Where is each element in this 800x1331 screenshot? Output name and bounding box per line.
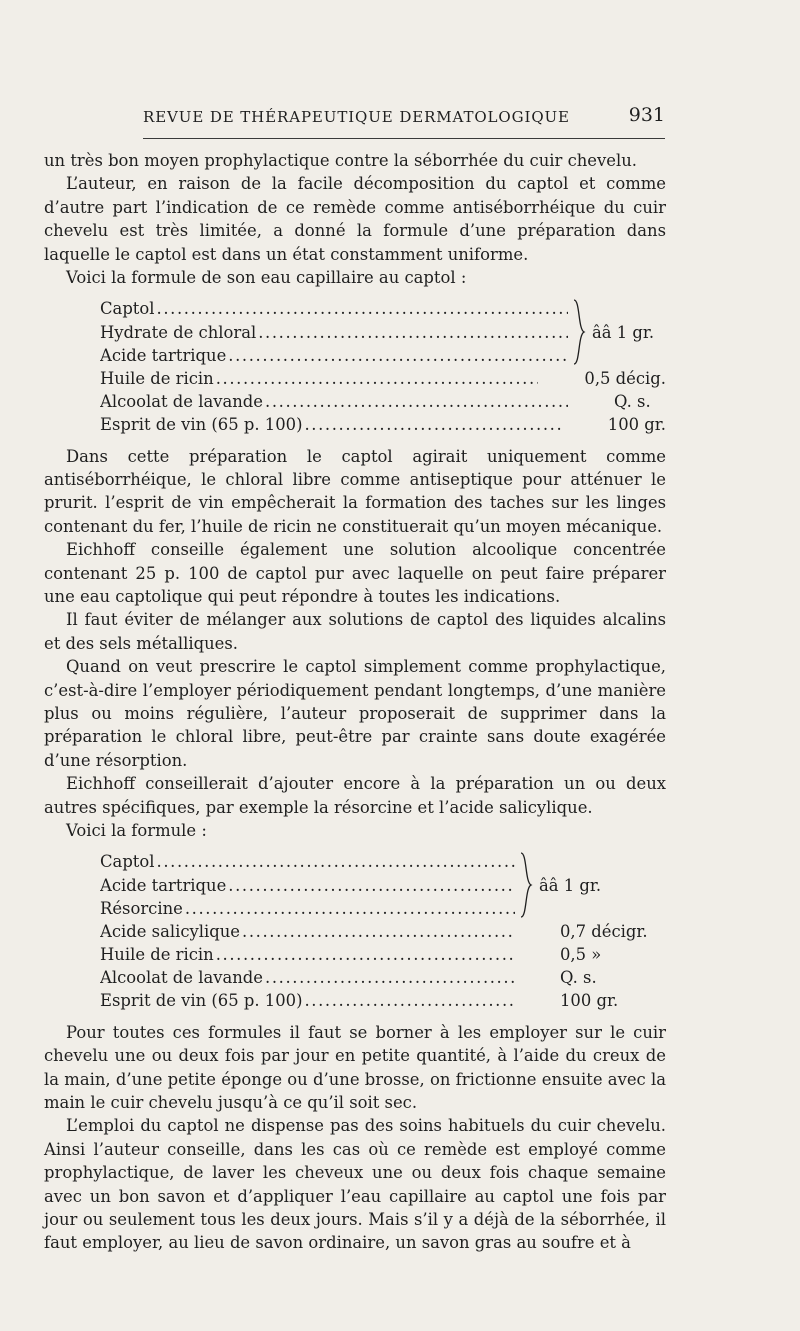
paragraph: L’emploi du captol ne dispense pas des soins habituels du cuir chevelu. Ainsi l’auteur conseille, dans les cas où ce remède est employé comme prophylactique, de laver les cheveux une ou deux fois chaque semaine avec un bon savon et d’appliquer l’eau capillaire au captol une fois par jour ou seulement tous les deux jours. Mais s’il y a déjà de la séborrhée, il faut employer, au lieu de savon ordinaire, un savon gras au soufre et à <box>44 1116 666 1253</box>
ingredient-dose: 100 gr. <box>607 415 666 435</box>
ingredient-name: Acide tartrique <box>100 875 227 895</box>
body-text <box>44 149 666 1255</box>
ingredient-dose: Q. s. <box>614 392 651 412</box>
ingredient-name: Huile de ricin <box>100 368 214 388</box>
ingredient-name: Esprit de vin (65 p. 100) <box>100 415 303 435</box>
page-number: 931 <box>628 104 665 126</box>
paragraph: L’auteur, en raison de la facile décomposition du captol et comme d’autre part l’indication de ce remède comme antiséborrhéique du cuir chevelu est très limitée, a donné la formule d’une préparation dans laquelle le captol est dans un état constamment uniforme. <box>44 174 666 264</box>
leader-dots <box>304 413 561 436</box>
leader-dots <box>157 850 515 873</box>
paragraph: Eichhoff conseillerait d’ajouter encore à la préparation un ou deux autres spécifiques, par exemple la résorcine et l’acide salicylique. <box>44 774 666 817</box>
curly-brace-icon <box>572 297 586 367</box>
formula-brace-group <box>44 297 666 367</box>
leader-dots <box>265 390 568 413</box>
ingredient-dose: ââ 1 gr. <box>539 875 602 895</box>
leader-dots <box>216 367 539 390</box>
ingredient-name: Captol <box>100 299 155 319</box>
paragraph: Voici la formule de son eau capillaire au captol : <box>66 268 467 288</box>
paragraph: Quand on veut prescrire le captol simplement comme prophylactique, c’est-à-dire l’employer périodiquement pendant longtemps, d’une manière plus ou moins régulière, l’auteur proposerait de supprimer dans la préparation le chloral libre, peut-être par crainte sans doute exagérée d’une résorption. <box>44 657 666 770</box>
ingredient-name: Esprit de vin (65 p. 100) <box>100 991 303 1011</box>
leader-dots <box>304 989 515 1012</box>
ingredient-dose: Q. s. <box>560 968 597 988</box>
running-title: REVUE DE THÉRAPEUTIQUE DERMATOLOGIQUE <box>143 108 570 126</box>
ingredient-name: Huile de ricin <box>100 945 214 965</box>
paragraph: Pour toutes ces formules il faut se borner à les employer sur le cuir chevelu une ou deux fois par jour en petite quantité, à l’aide du creux de la main, d’une petite éponge ou d’une brosse, on frictionne ensuite avec la main le cuir chevelu jusqu’à ce qu’il soit sec. <box>44 1022 666 1112</box>
leader-dots <box>228 874 515 897</box>
ingredient-name: Hydrate de chloral <box>100 322 257 342</box>
ingredient-name: Alcoolat de lavande <box>100 392 264 412</box>
paragraph: Dans cette préparation le captol agirait uniquement comme antiséborrhéique, le chloral libre comme antiseptique pour atténuer le prurit. l’esprit de vin empêcherait la formation des taches sur les linges contenant du fer, l’huile de ricin ne constituerait qu’un moyen mécanique. <box>44 446 666 536</box>
ingredient-name: Acide tartrique <box>100 345 227 365</box>
leader-dots <box>258 321 568 344</box>
leader-dots <box>185 897 515 920</box>
formula-eau-capillaire <box>44 297 666 436</box>
leader-dots <box>242 920 515 943</box>
ingredient-name: Captol <box>100 852 155 872</box>
leader-dots <box>265 966 515 989</box>
ingredient-name: Alcoolat de lavande <box>100 968 264 988</box>
ingredient-dose: 0,5 décig. <box>584 368 666 388</box>
leader-dots <box>157 297 568 320</box>
formula-resorcine <box>44 850 666 1012</box>
ingredient-dose: ââ 1 gr. <box>592 322 655 342</box>
ingredient-name: Acide salicylique <box>100 921 241 941</box>
curly-brace-icon <box>519 850 533 920</box>
page-header <box>143 103 665 129</box>
ingredient-name: Résorcine <box>100 898 183 918</box>
leader-dots <box>216 943 515 966</box>
formula-brace-group <box>44 850 666 920</box>
paragraph: Eichhoff conseille également une solution alcoolique concentrée contenant 25 p. 100 de captol pur avec laquelle on peut faire préparer une eau captolique qui peut répondre à toutes les indications. <box>44 540 666 606</box>
ingredient-dose: 100 gr. <box>560 991 619 1011</box>
ingredient-dose: 0,7 décigr. <box>560 921 648 941</box>
header-rule <box>143 138 665 139</box>
paragraph: Il faut éviter de mélanger aux solutions de captol des liquides alcalins et des sels métalliques. <box>44 610 666 653</box>
paragraph: Voici la formule : <box>66 821 207 841</box>
paragraph: un très bon moyen prophylactique contre la séborrhée du cuir chevelu. <box>44 151 637 170</box>
ingredient-dose: 0,5 » <box>560 945 602 965</box>
leader-dots <box>228 344 568 367</box>
